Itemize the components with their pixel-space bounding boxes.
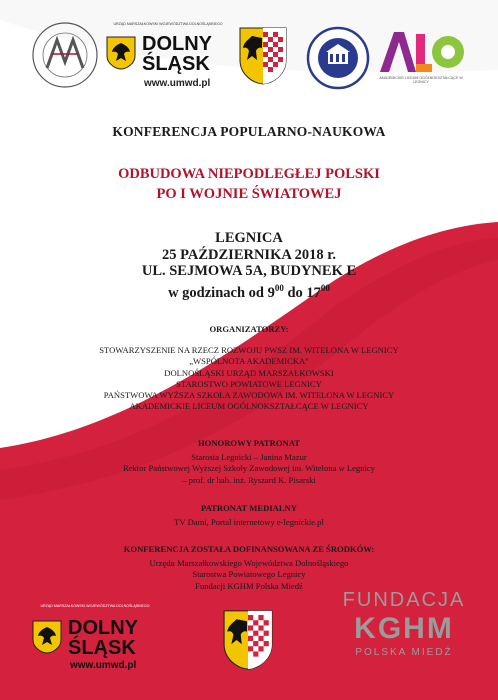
honorary-item: – prof. dr hab. inż. Ryszard K. Pisarski	[182, 474, 316, 485]
eagle-shield-icon	[106, 36, 136, 70]
umwd-small-text: URZĄD MARSZAŁKOWSKI WOJEWÓDZTWA DOLNOŚLĄSKIEGO	[113, 22, 223, 26]
alo-logo	[376, 26, 466, 90]
umwd-small-text-bottom: URZĄD MARSZAŁKOWSKI WOJEWÓDZTWA DOLNOŚLĄSKIEGO	[40, 604, 150, 608]
dolny-text: DOLNY	[142, 33, 212, 55]
fundacja-kghm-logo	[334, 588, 474, 678]
funding-item: Fundacji KGHM Polska Miedź	[195, 580, 303, 591]
conference-type: KONFERENCJA POPULARNO-NAUKOWA	[112, 124, 386, 139]
funding-item: Urzędu Marszałkowskiego Województwa Dolnośląskiego	[149, 558, 349, 569]
organizer-item: „WSPÓLNOTA AKADEMICKA"	[189, 356, 309, 367]
funding-heading: KONFERENCJA ZOSTAŁA DOFINANSOWANA ZE ŚRODKÓW:	[123, 544, 375, 554]
media-item: TV Dami, Portal internetowy e-legnickie.pl	[174, 517, 324, 528]
dolny-slask-logo-top	[104, 22, 232, 94]
association-logo	[30, 20, 100, 90]
honorary-item: Rektor Państwowej Wyższej Szkoły Zawodowej im. Witelona w Legnicy	[122, 463, 376, 474]
legnica-coat-of-arms-top	[238, 26, 288, 86]
title-line-2: PO I WOJNIE ŚWIATOWEJ	[156, 186, 342, 202]
media-section	[0, 503, 498, 528]
conference-title	[0, 164, 498, 204]
dolny-slask-logo-bottom	[30, 604, 160, 676]
honorary-item: Starosta Legnicki – Janina Mazur	[191, 452, 307, 463]
funding-item: Starostwa Powiatowego Legnicy	[192, 569, 306, 580]
legnica-coat-of-arms-bottom	[222, 608, 274, 672]
slask-text-bottom: ŚLĄSK	[68, 637, 136, 659]
honorary-section	[0, 438, 498, 486]
polska-miedz-text: POLSKA MIEDŹ	[355, 647, 453, 658]
event-address: UL. SEJMOWA 5A, BUDYNEK E	[141, 263, 357, 279]
organizer-item: STAROSTWO POWIATOWE LEGNICY	[176, 378, 322, 389]
organizer-item: STOWARZYSZENIE NA RZECZ ROZWOJU PWSZ IM. WITELONA W LEGNICY	[99, 345, 399, 356]
slask-text: ŚLĄSK	[142, 53, 210, 75]
event-date: 25 PAŹDZIERNIKA 2018 r.	[161, 246, 337, 263]
organizers-section	[0, 324, 498, 412]
organizer-item: DOLNOŚLĄSKI URZĄD MARSZAŁKOWSKI	[164, 367, 334, 378]
funding-section	[0, 544, 498, 592]
umwd-url-bottom: www.umwd.pl	[70, 660, 137, 671]
umwd-url: www.umwd.pl	[144, 78, 211, 89]
organizer-item: PAŃSTWOWA WYŻSZA SZKOŁA ZAWODOWA IM. WITELONA W LEGNICY	[103, 390, 395, 401]
organizers-heading: ORGANIZATORZY:	[209, 324, 289, 334]
event-city: LEGNICA	[215, 230, 283, 246]
kghm-text: KGHM	[354, 612, 454, 645]
media-heading: PATRONAT MEDIALNY	[200, 503, 298, 513]
event-hours: w godzinach od $9^{00}$ do $17^{00}$	[168, 282, 330, 301]
pwsz-seal-logo	[306, 26, 370, 90]
dolny-text-bottom: DOLNY	[68, 617, 138, 639]
event-details	[0, 230, 498, 301]
fundacja-text: FUNDACJA	[342, 589, 466, 611]
honorary-heading: HONOROWY PATRONAT	[197, 438, 301, 448]
organizer-item: AKADEMICKIE LICEUM OGÓLNOKSZTAŁCĄCE W LEGNICY	[129, 401, 369, 412]
title-line-1: ODBUDOWA NIEPODLEGŁEJ POLSKI	[118, 166, 380, 182]
alo-caption: AKADEMICKIE LICEUM OGÓLNOKSZTAŁCĄCE W LEGNICY	[379, 76, 463, 84]
eagle-shield-icon-bottom	[32, 620, 62, 654]
